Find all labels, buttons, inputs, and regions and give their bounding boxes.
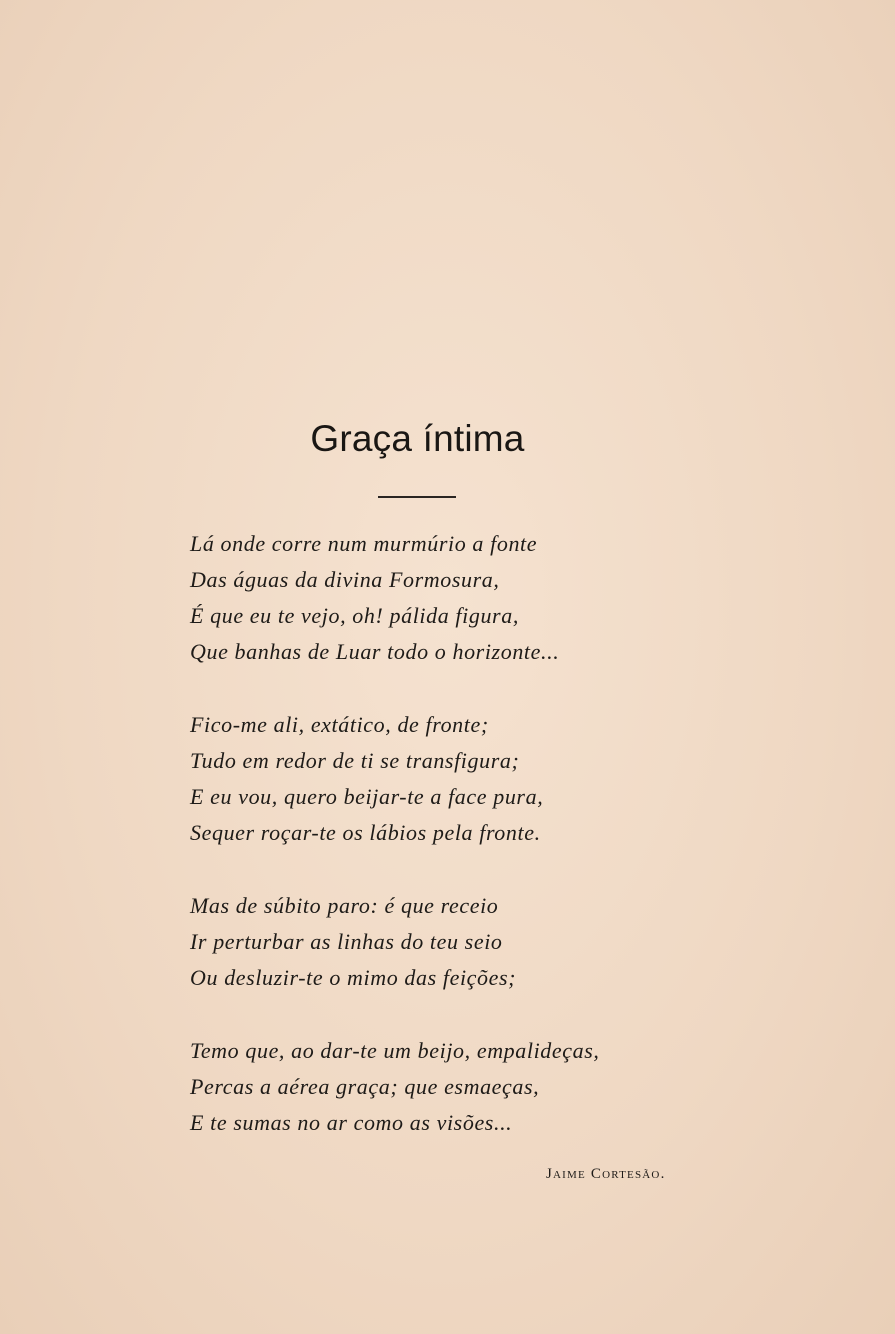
poem-line: Fico-me ali, extático, de fronte;	[190, 712, 489, 737]
stanza-2	[190, 707, 710, 851]
poem-line: Percas a aérea graça; que esmaeças,	[190, 1074, 540, 1099]
poem-line: Ou desluzir-te o mimo das feições;	[190, 965, 517, 990]
poem-line: Tudo em redor de ti se transfigura;	[190, 748, 520, 773]
poem-line: E eu vou, quero beijar-te a face pura,	[190, 784, 544, 809]
poem-line: E te sumas no ar como as visões...	[190, 1110, 513, 1135]
stanza-4	[190, 1033, 710, 1141]
poem-line: Que banhas de Luar todo o horizonte...	[190, 639, 560, 664]
stanza-3	[190, 888, 710, 996]
poem-line: Das águas da divina Formosura,	[190, 567, 500, 592]
poem-body	[190, 526, 710, 1178]
stanza-1	[190, 526, 710, 670]
poem-line: Temo que, ao dar-te um beijo, empalideças,	[190, 1038, 600, 1063]
author-signature: Jaime Cortesão.	[546, 1166, 666, 1182]
poem-line: Lá onde corre num murmúrio a fonte	[190, 531, 538, 556]
poem-title: Graça íntima	[310, 418, 525, 459]
poem-line: Mas de súbito paro: é que receio	[190, 893, 499, 918]
poem-line: Sequer roçar-te os lábios pela fronte.	[190, 820, 541, 845]
poem-line: É que eu te vejo, oh! pálida figura,	[190, 603, 519, 628]
poem-line: Ir perturbar as linhas do teu seio	[190, 929, 503, 954]
title-divider	[378, 496, 456, 498]
